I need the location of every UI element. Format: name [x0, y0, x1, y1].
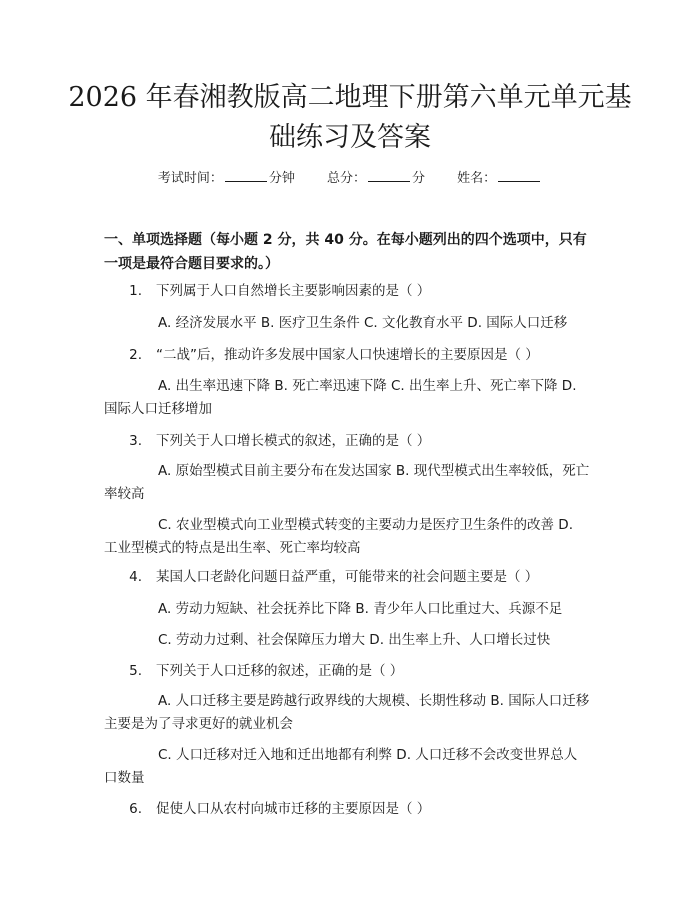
- question-text: 促使人口从农村向城市迁移的主要原因是（ ）: [156, 801, 431, 817]
- total-score-label: 总分：: [326, 171, 366, 186]
- document-title: 2026 年春湘教版高二地理下册第六单元单元基础练习及答案: [68, 82, 632, 153]
- question-text: 下列关于人口迁移的叙述，正确的是（ ）: [156, 663, 404, 679]
- question-number: 1.: [129, 283, 142, 299]
- exam-time-unit: 分钟: [268, 171, 295, 186]
- question-options: C. 人口迁移对迁入地和迁出地都有利弊 D. 人口迁移不会改变世界总人口数量: [104, 747, 578, 786]
- student-name-label: 姓名：: [457, 171, 497, 186]
- question-number: 2.: [129, 347, 142, 363]
- student-name-blank[interactable]: [498, 168, 540, 182]
- exam-time-label: 考试时间：: [157, 171, 223, 186]
- total-score-blank[interactable]: [368, 168, 410, 182]
- question-stem: [104, 280, 590, 303]
- exam-time-blank[interactable]: [225, 168, 267, 182]
- question-options: A. 原始型模式目前主要分布在发达国家 B. 现代型模式出生率较低，死亡率较高: [104, 463, 590, 502]
- student-name-field: [457, 168, 542, 189]
- exam-time-field: [158, 168, 295, 189]
- question-text: 某国人口老龄化问题日益严重，可能带来的社会问题主要是（ ）: [156, 569, 539, 585]
- question-options: C. 劳动力过剩、社会保障压力增大 D. 出生率上升、人口增长过快: [158, 632, 551, 648]
- question-options: A. 经济发展水平 B. 医疗卫生条件 C. 文化教育水平 D. 国际人口迁移: [158, 315, 568, 331]
- question-options: A. 出生率迅速下降 B. 死亡率迅速下降 C. 出生率上升、死亡率下降 D. 国际人口迁移增加: [104, 378, 577, 417]
- question-number: 3.: [129, 433, 142, 449]
- question-stem: [104, 430, 590, 453]
- exam-info-line: [0, 168, 700, 189]
- question-text: 下列属于人口自然增长主要影响因素的是（ ）: [156, 283, 431, 299]
- question-stem: [104, 344, 590, 367]
- question-text: “二战”后，推动许多发展中国家人口快速增长的主要原因是（ ）: [156, 347, 539, 363]
- question-options: A. 劳动力短缺、社会抚养比下降 B. 青少年人口比重过大、兵源不足: [158, 601, 563, 617]
- question-options: C. 农业型模式向工业型模式转变的主要动力是医疗卫生条件的改善 D. 工业型模式的特点是出生率、死亡率均较高: [104, 517, 573, 556]
- question-stem: [104, 566, 590, 589]
- question-text: 下列关于人口增长模式的叙述，正确的是（ ）: [156, 433, 431, 449]
- total-score-unit: 分: [412, 171, 426, 186]
- question-number: 6.: [129, 801, 142, 817]
- question-number: 5.: [129, 663, 142, 679]
- question-stem: [104, 798, 590, 821]
- section-heading: 一、单项选择题（每小题 2 分，共 40 分。在每小题列出的四个选项中，只有一项是最符合题目要求的。）: [104, 232, 587, 272]
- question-options: A. 人口迁移主要是跨越行政界线的大规模、长期性移动 B. 国际人口迁移主要是为了寻求更好的就业机会: [104, 693, 590, 732]
- question-stem: [104, 660, 590, 683]
- question-number: 4.: [129, 569, 142, 585]
- total-score-field: [327, 168, 425, 189]
